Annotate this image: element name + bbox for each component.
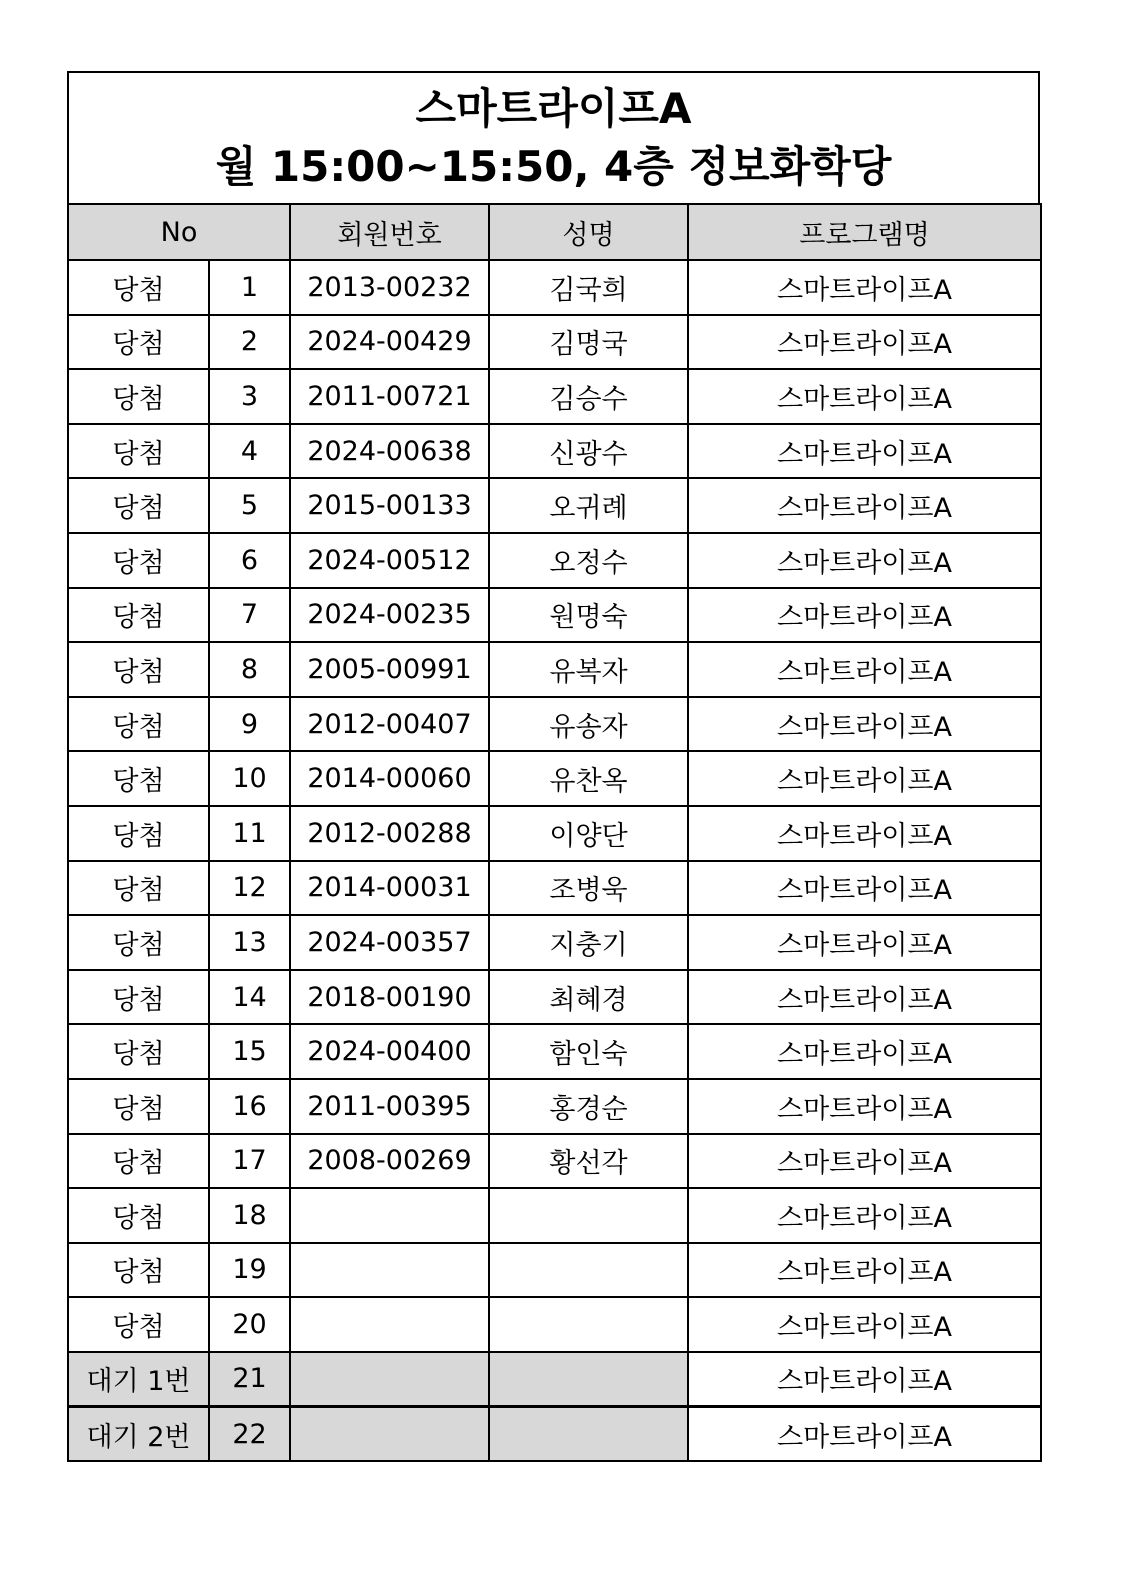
number-cell: 14: [209, 970, 290, 1025]
program-cell: 스마트라이프A: [688, 697, 1041, 752]
name-cell: 유복자: [489, 642, 688, 697]
name-cell: 최혜경: [489, 970, 688, 1025]
program-cell: 스마트라이프A: [688, 806, 1041, 861]
program-cell: 스마트라이프A: [688, 1188, 1041, 1243]
number-cell: 8: [209, 642, 290, 697]
status-cell: 대기 2번: [68, 1406, 209, 1461]
member-id-cell: 2024-00400: [290, 1024, 489, 1079]
name-cell: 유찬옥: [489, 751, 688, 806]
table-row: [68, 1352, 1041, 1407]
name-cell: 조병욱: [489, 861, 688, 916]
program-cell: 스마트라이프A: [688, 1134, 1041, 1189]
number-cell: 9: [209, 697, 290, 752]
number-cell: 13: [209, 915, 290, 970]
number-cell: 17: [209, 1134, 290, 1189]
member-id-cell: 2024-00429: [290, 315, 489, 370]
number-cell: 2: [209, 315, 290, 370]
member-id-cell: [290, 1243, 489, 1298]
program-cell: 스마트라이프A: [688, 751, 1041, 806]
number-cell: 20: [209, 1297, 290, 1352]
program-cell: 스마트라이프A: [688, 1406, 1041, 1461]
program-cell: 스마트라이프A: [688, 1352, 1041, 1407]
member-id-cell: [290, 1352, 489, 1407]
table-row: [68, 1079, 1041, 1134]
member-id-cell: 2024-00357: [290, 915, 489, 970]
status-cell: 당첨: [68, 478, 209, 533]
schedule-subtitle: 월 15:00~15:50, 4층 정보화학당: [215, 142, 892, 191]
status-cell: 당첨: [68, 369, 209, 424]
name-cell: 유송자: [489, 697, 688, 752]
program-cell: 스마트라이프A: [688, 1297, 1041, 1352]
member-id-cell: 2008-00269: [290, 1134, 489, 1189]
name-cell: 오정수: [489, 533, 688, 588]
name-cell: 황선각: [489, 1134, 688, 1189]
status-cell: 당첨: [68, 260, 209, 315]
table-row: [68, 1406, 1041, 1461]
table-row: [68, 1188, 1041, 1243]
table-header-row: [68, 204, 1041, 260]
header-name: 성명: [489, 204, 688, 260]
number-cell: 16: [209, 1079, 290, 1134]
name-cell: 지충기: [489, 915, 688, 970]
member-id-cell: 2024-00235: [290, 588, 489, 643]
program-cell: 스마트라이프A: [688, 861, 1041, 916]
table-row: [68, 861, 1041, 916]
member-id-cell: [290, 1297, 489, 1352]
member-id-cell: 2018-00190: [290, 970, 489, 1025]
status-cell: 당첨: [68, 424, 209, 479]
program-cell: 스마트라이프A: [688, 533, 1041, 588]
table-row: [68, 806, 1041, 861]
number-cell: 1: [209, 260, 290, 315]
table-row: [68, 315, 1041, 370]
member-id-cell: 2024-00512: [290, 533, 489, 588]
program-cell: 스마트라이프A: [688, 915, 1041, 970]
name-cell: [489, 1406, 688, 1461]
number-cell: 3: [209, 369, 290, 424]
name-cell: [489, 1352, 688, 1407]
program-cell: 스마트라이프A: [688, 260, 1041, 315]
header-program: 프로그램명: [688, 204, 1041, 260]
program-cell: 스마트라이프A: [688, 588, 1041, 643]
member-id-cell: 2024-00638: [290, 424, 489, 479]
status-cell: 당첨: [68, 642, 209, 697]
table-row: [68, 915, 1041, 970]
name-cell: [489, 1297, 688, 1352]
name-cell: 김명국: [489, 315, 688, 370]
table-row: [68, 1024, 1041, 1079]
number-cell: 19: [209, 1243, 290, 1298]
number-cell: 10: [209, 751, 290, 806]
program-cell: 스마트라이프A: [688, 1243, 1041, 1298]
roster-sheet: [67, 71, 1040, 1462]
program-title: 스마트라이프A: [415, 84, 692, 133]
status-cell: 당첨: [68, 1134, 209, 1189]
number-cell: 5: [209, 478, 290, 533]
title-block: [67, 71, 1040, 203]
name-cell: 이양단: [489, 806, 688, 861]
name-cell: 김국희: [489, 260, 688, 315]
table-row: [68, 260, 1041, 315]
status-cell: 당첨: [68, 315, 209, 370]
status-cell: 당첨: [68, 588, 209, 643]
member-id-cell: 2012-00407: [290, 697, 489, 752]
number-cell: 21: [209, 1352, 290, 1407]
name-cell: 원명숙: [489, 588, 688, 643]
member-id-cell: 2011-00395: [290, 1079, 489, 1134]
table-body: [68, 260, 1041, 1461]
status-cell: 당첨: [68, 1297, 209, 1352]
status-cell: 당첨: [68, 697, 209, 752]
member-id-cell: 2005-00991: [290, 642, 489, 697]
name-cell: 김승수: [489, 369, 688, 424]
number-cell: 7: [209, 588, 290, 643]
table-row: [68, 369, 1041, 424]
table-row: [68, 1297, 1041, 1352]
status-cell: 당첨: [68, 1243, 209, 1298]
number-cell: 15: [209, 1024, 290, 1079]
program-cell: 스마트라이프A: [688, 1024, 1041, 1079]
status-cell: 당첨: [68, 533, 209, 588]
member-id-cell: [290, 1188, 489, 1243]
table-row: [68, 1134, 1041, 1189]
table-row: [68, 697, 1041, 752]
program-cell: 스마트라이프A: [688, 1079, 1041, 1134]
program-cell: 스마트라이프A: [688, 315, 1041, 370]
status-cell: 당첨: [68, 1024, 209, 1079]
table-row: [68, 533, 1041, 588]
member-id-cell: 2015-00133: [290, 478, 489, 533]
status-cell: 당첨: [68, 751, 209, 806]
member-id-cell: 2014-00060: [290, 751, 489, 806]
status-cell: 당첨: [68, 915, 209, 970]
member-id-cell: 2011-00721: [290, 369, 489, 424]
status-cell: 당첨: [68, 1079, 209, 1134]
status-cell: 당첨: [68, 861, 209, 916]
table-row: [68, 751, 1041, 806]
roster-table: [67, 203, 1042, 1462]
number-cell: 4: [209, 424, 290, 479]
number-cell: 18: [209, 1188, 290, 1243]
name-cell: 홍경순: [489, 1079, 688, 1134]
table-row: [68, 1243, 1041, 1298]
program-cell: 스마트라이프A: [688, 424, 1041, 479]
number-cell: 6: [209, 533, 290, 588]
name-cell: 신광수: [489, 424, 688, 479]
status-cell: 당첨: [68, 806, 209, 861]
member-id-cell: 2012-00288: [290, 806, 489, 861]
header-no: No: [68, 204, 290, 260]
header-member-id: 회원번호: [290, 204, 489, 260]
name-cell: [489, 1188, 688, 1243]
name-cell: 함인숙: [489, 1024, 688, 1079]
program-cell: 스마트라이프A: [688, 970, 1041, 1025]
number-cell: 12: [209, 861, 290, 916]
status-cell: 당첨: [68, 970, 209, 1025]
table-row: [68, 478, 1041, 533]
number-cell: 11: [209, 806, 290, 861]
number-cell: 22: [209, 1406, 290, 1461]
program-cell: 스마트라이프A: [688, 478, 1041, 533]
table-row: [68, 970, 1041, 1025]
table-row: [68, 588, 1041, 643]
table-row: [68, 424, 1041, 479]
name-cell: [489, 1243, 688, 1298]
member-id-cell: 2014-00031: [290, 861, 489, 916]
member-id-cell: 2013-00232: [290, 260, 489, 315]
program-cell: 스마트라이프A: [688, 369, 1041, 424]
program-cell: 스마트라이프A: [688, 642, 1041, 697]
table-row: [68, 642, 1041, 697]
member-id-cell: [290, 1406, 489, 1461]
status-cell: 당첨: [68, 1188, 209, 1243]
status-cell: 대기 1번: [68, 1352, 209, 1407]
name-cell: 오귀례: [489, 478, 688, 533]
